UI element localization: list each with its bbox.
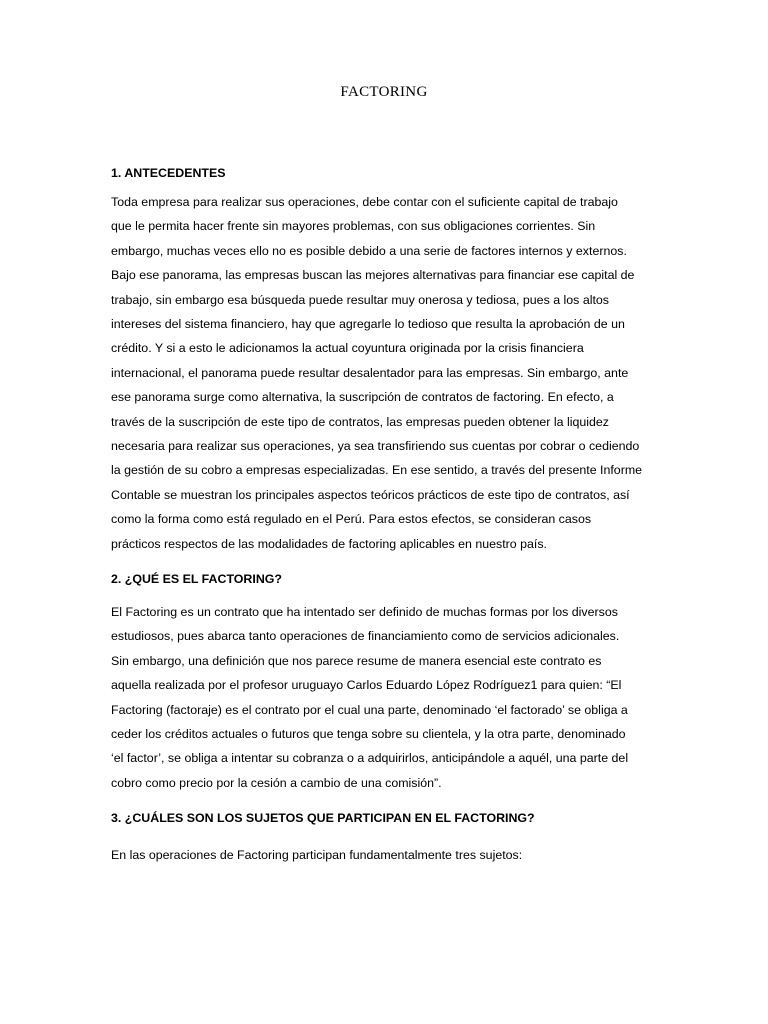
text-line: cobro como precio por la cesión a cambio de una comisión”. [111, 775, 442, 790]
text-line: prácticos respectos de las modalidades de factoring aplicables en nuestro país. [111, 536, 547, 551]
paragraph [111, 190, 657, 556]
text-line: intereses del sistema financiero, hay que agregarle lo tedioso que resulta la aprobación de un [111, 317, 625, 332]
text-line: trabajo, sin embargo esa búsqueda puede resultar muy onerosa y tediosa, pues a los altos [111, 292, 609, 307]
paragraph [111, 600, 657, 795]
text-line: necesaria para realizar sus operaciones, ya sea transfiriendo sus cuentas por cobrar o cediendo [111, 439, 640, 454]
text-line: la gestión de su cobro a empresas especializadas. En ese sentido, a través del presente Informe [111, 463, 643, 478]
text-line: Contable se muestran los principales aspectos teóricos prácticos de este tipo de contratos, así [111, 487, 630, 502]
text-line: Factoring (factoraje) es el contrato por el cual una parte, denominado ‘el factorado’ se obliga a [111, 702, 628, 717]
section-body-sujetos [111, 843, 657, 867]
text-line: través de la suscripción de este tipo de contratos, las empresas pueden obtener la liquidez [111, 414, 609, 429]
paragraph [111, 843, 657, 867]
text-line: ‘el factor’, se obliga a intentar su cobranza o a adquirirlos, anticipándole a aquél, una parte del [111, 751, 629, 766]
text-line: como la forma como está regulado en el Perú. Para estos efectos, se consideran casos [111, 512, 592, 527]
text-line: El Factoring es un contrato que ha intentado ser definido de muchas formas por los diversos [111, 605, 618, 619]
section-heading-que-es-factoring: 2. ¿QUÉ ES EL FACTORING? [111, 572, 282, 586]
text-line: Toda empresa para realizar sus operaciones, debe contar con el suficiente capital de trabajo [111, 195, 618, 209]
text-line: aquella realizada por el profesor uruguayo Carlos Eduardo López Rodríguez1 para quien: “El [111, 678, 622, 693]
document-title: FACTORING [340, 84, 428, 100]
text-line: embargo, muchas veces ello no es posible debido a una serie de factores internos y externos. [111, 243, 627, 258]
section-body-antecedentes [111, 190, 657, 556]
section-heading-antecedentes: 1. ANTECEDENTES [111, 166, 226, 180]
text-line: que le permita hacer frente sin mayores problemas, con sus obligaciones corrientes. Sin [111, 219, 596, 234]
text-line: crédito. Y si a esto le adicionamos la actual coyuntura originada por la crisis financiera [111, 341, 584, 356]
section-heading-sujetos: 3. ¿CUÁLES SON LOS SUJETOS QUE PARTICIPAN EN EL FACTORING? [111, 811, 535, 825]
section-body-que-es-factoring [111, 600, 657, 795]
text-line: En las operaciones de Factoring participan fundamentalmente tres sujetos: [111, 848, 523, 862]
text-line: Sin embargo, una definición que nos parece resume de manera esencial este contrato es [111, 653, 602, 668]
text-line: ceder los créditos actuales o futuros que tenga sobre su clientela, y la otra parte, denominado [111, 727, 626, 742]
text-line: internacional, el panorama puede resultar desalentador para las empresas. Sin embargo, ante [111, 365, 629, 380]
text-line: ese panorama surge como alternativa, la suscripción de contratos de factoring. En efecto, a [111, 390, 614, 405]
text-line: Bajo ese panorama, las empresas buscan las mejores alternativas para financiar ese capital de [111, 268, 635, 283]
text-line: estudiosos, pues abarca tanto operaciones de financiamiento como de servicios adicionales. [111, 629, 620, 644]
